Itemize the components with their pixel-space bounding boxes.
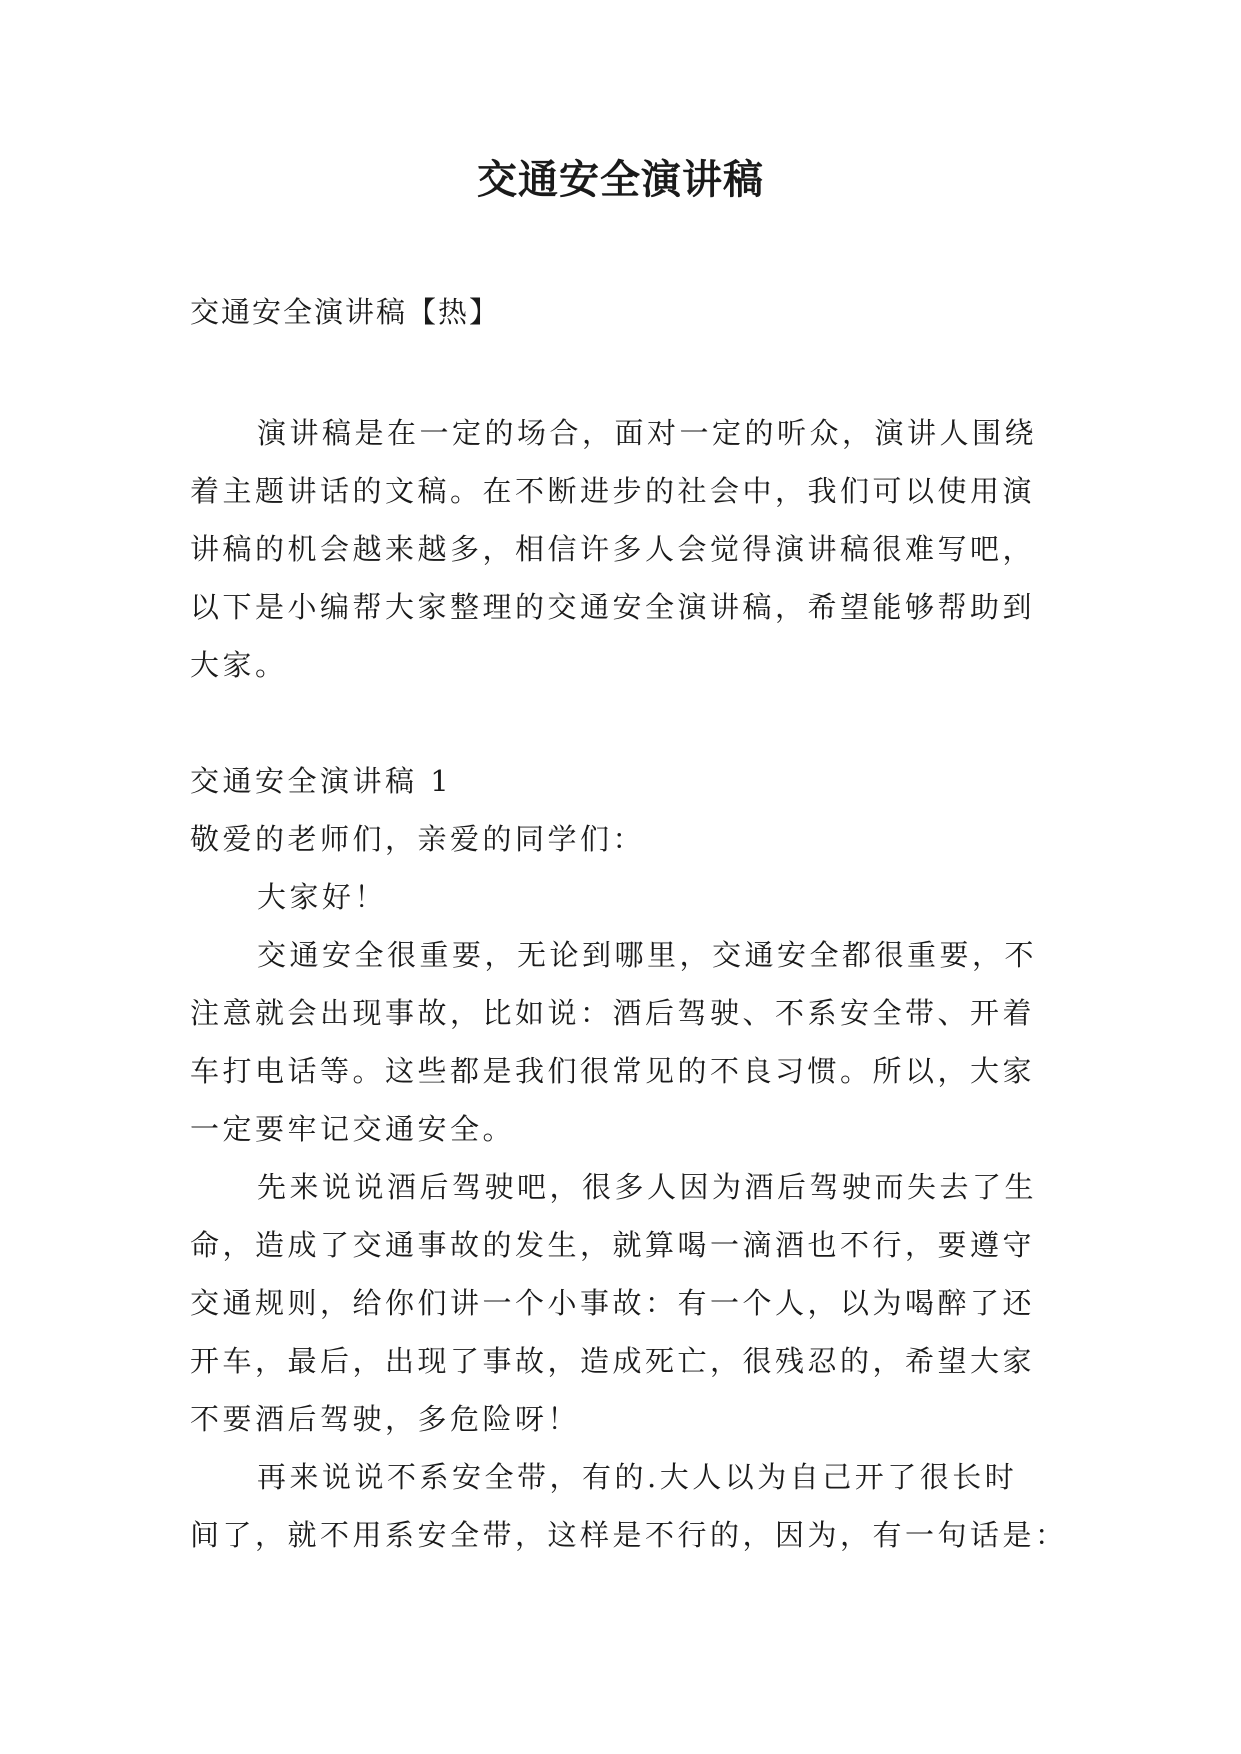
paragraph-1-line: 交通安全很重要，无论到哪里，交通安全都很重要，不	[257, 938, 1038, 972]
paragraph-2-line: 开车，最后，出现了事故，造成死亡，很残忍的，希望大家	[190, 1344, 1036, 1378]
section-heading: 交通安全演讲稿 1	[190, 764, 453, 798]
paragraph-1-line: 一定要牢记交通安全。	[190, 1112, 516, 1146]
intro-paragraph	[190, 404, 1070, 694]
paragraph-3-line: 再来说说不系安全带，有的.大人以为自己开了很长时	[257, 1460, 1018, 1494]
intro-line: 以下是小编帮大家整理的交通安全演讲稿，希望能够帮助到	[190, 590, 1036, 624]
paragraph-1-line: 注意就会出现事故，比如说：酒后驾驶、不系安全带、开着	[190, 996, 1036, 1030]
intro-line: 讲稿的机会越来越多，相信许多人会觉得演讲稿很难写吧，	[190, 532, 1036, 566]
intro-line: 大家。	[190, 648, 288, 682]
paragraph-1-line: 车打电话等。这些都是我们很常见的不良习惯。所以，大家	[190, 1054, 1036, 1088]
intro-line: 着主题讲话的文稿。在不断进步的社会中，我们可以使用演	[190, 474, 1036, 508]
paragraph-3-line: 间了，就不用系安全带，这样是不行的，因为，有一句话是：	[190, 1518, 1068, 1552]
speech-section	[190, 752, 1070, 1564]
paragraph-2-line: 不要酒后驾驶，多危险呀！	[190, 1402, 581, 1436]
document-subtitle: 交通安全演讲稿【热】	[190, 295, 501, 329]
paragraph-2-line: 交通规则，给你们讲一个小事故：有一个人，以为喝醉了还	[190, 1286, 1036, 1320]
salutation: 敬爱的老师们，亲爱的同学们：	[190, 822, 646, 856]
paragraph-2-line: 先来说说酒后驾驶吧，很多人因为酒后驾驶而失去了生	[257, 1170, 1038, 1204]
paragraph-2-line: 命，造成了交通事故的发生，就算喝一滴酒也不行，要遵守	[190, 1228, 1036, 1262]
document-title: 交通安全演讲稿	[477, 156, 764, 203]
intro-line: 演讲稿是在一定的场合，面对一定的听众，演讲人围绕	[257, 416, 1038, 450]
greeting: 大家好！	[257, 880, 388, 914]
